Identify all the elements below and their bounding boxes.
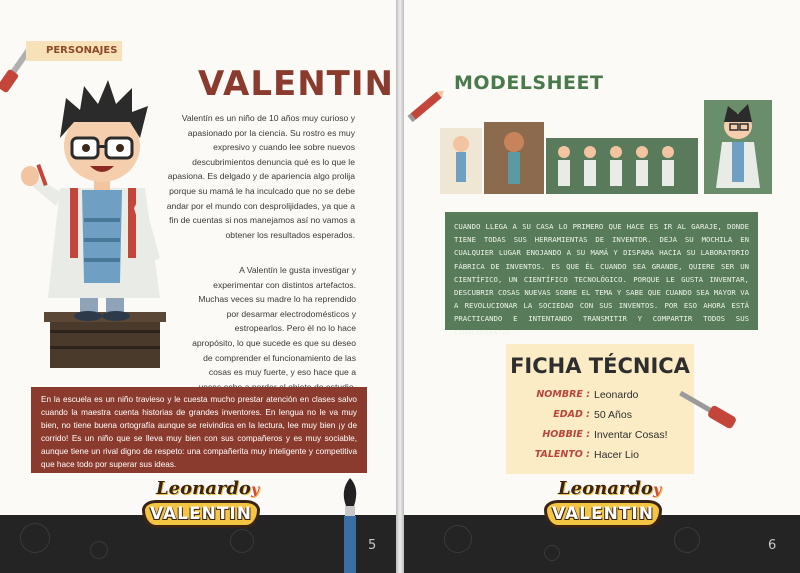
page-number: 6 [768, 538, 777, 553]
book-gutter [396, 0, 404, 573]
section-tag: PERSONAJES [26, 41, 122, 61]
ficha-row-talento: TALENTO : Hacer Lio [534, 449, 639, 461]
right-page [404, 0, 800, 573]
left-page [0, 0, 396, 573]
leonardo-valentin-logo: Leonardoy VALENTIN [142, 478, 272, 530]
ficha-title: FICHA TÉCNICA [510, 354, 690, 378]
ficha-row-nombre: NOMBRE : Leonardo [536, 389, 639, 401]
page-number: 5 [368, 538, 377, 553]
modelsheet-images [438, 100, 774, 200]
modelsheet-title: MODELSHEET [454, 72, 604, 94]
page-title: VALENTIN [198, 64, 394, 104]
intro-paragraph: Valentín es un niño de 10 años muy curioso y apasionado por la ciencia. Su rostro es muy expresivo y cuando lee sobre nuevos descubrimientos denuncia qué es lo que le apasiona. Es delgado y de apariencia algo prolija porque su mamá le ha inculcado que no se debe andar por el mundo con desprolijidades, ya que a fin de cuentas si nos manejamos así no vamos a obtener los resultados esperados. [166, 113, 355, 240]
ficha-row-edad: EDAD : 50 Años [553, 409, 632, 421]
screwdriver-icon [672, 386, 742, 432]
valentin-illustration [10, 68, 180, 378]
ficha-row-hobbie: HOBBIE : Inventar Cosas! [542, 429, 668, 441]
ficha-tecnica-card [506, 344, 694, 474]
hobbies-paragraph: A Valentín le gusta investigar y experimentar con distintos artefactos. Muchas veces su madre lo ha reprendido por desarmar electrodomésticos y estropearlos. Pero él no lo hace apropósito, lo que sucede es que su deseo de comprender el funcionamiento de las cosas es muy fuerte, y eso hace que a [192, 265, 356, 378]
garage-text-box: CUANDO LLEGA A SU CASA LO PRIMERO QUE HACE ES IR AL GARAJE, DONDE TIENE TODAS SUS HERRAMIENTAS DE INVENTOR. DEJA SU MOCHILA EN CUALQUIER LUGAR ENOJANDO A SU MAMÁ Y DISPARA HACIA SU LABORATORIO FÁBRICA DE INVENTOS. ES QUE ÉL CUANDO SEA GRANDE, QUIERE SER UN CIENTÍFICO, UN CIENTÍFICO TECNOLÓGICO. PORQUE LE GUSTA INVENTAR, DESCUBRIR COSAS NUEVAS SOBRE EL TEMA Y SABE QUE CUANDO SEA MAYOR VA A REVOLUCIONAR LA SOCIEDAD CON SUS INVENTOS. POR ESO AHORA ESTÁ PRACTICANDO E INTENTANDO TRANSMITIR Y COMPARTIR TODOS SUS CONOCIMIENTOS. [445, 212, 758, 330]
leonardo-valentin-logo: Leonardoy VALENTIN [544, 478, 674, 530]
school-text-box: En la escuela es un niño travieso y le cuesta mucho prestar atención en clases salvo cuando la maestra cuenta historias de grandes inventores. En lengua no le va muy bien, no tiene buena ortografía aunque se reivindica en la lectura, lee muy bien ¡y de corrido! Es un niño que se lleva muy bien con sus compañeros y es muy sociable, aunque tiene un rival digno de respeto: una compañerita muy inteligente y competitiva que hace todo por superar sus ideas. [31, 387, 367, 473]
paintbrush-icon [336, 478, 366, 573]
